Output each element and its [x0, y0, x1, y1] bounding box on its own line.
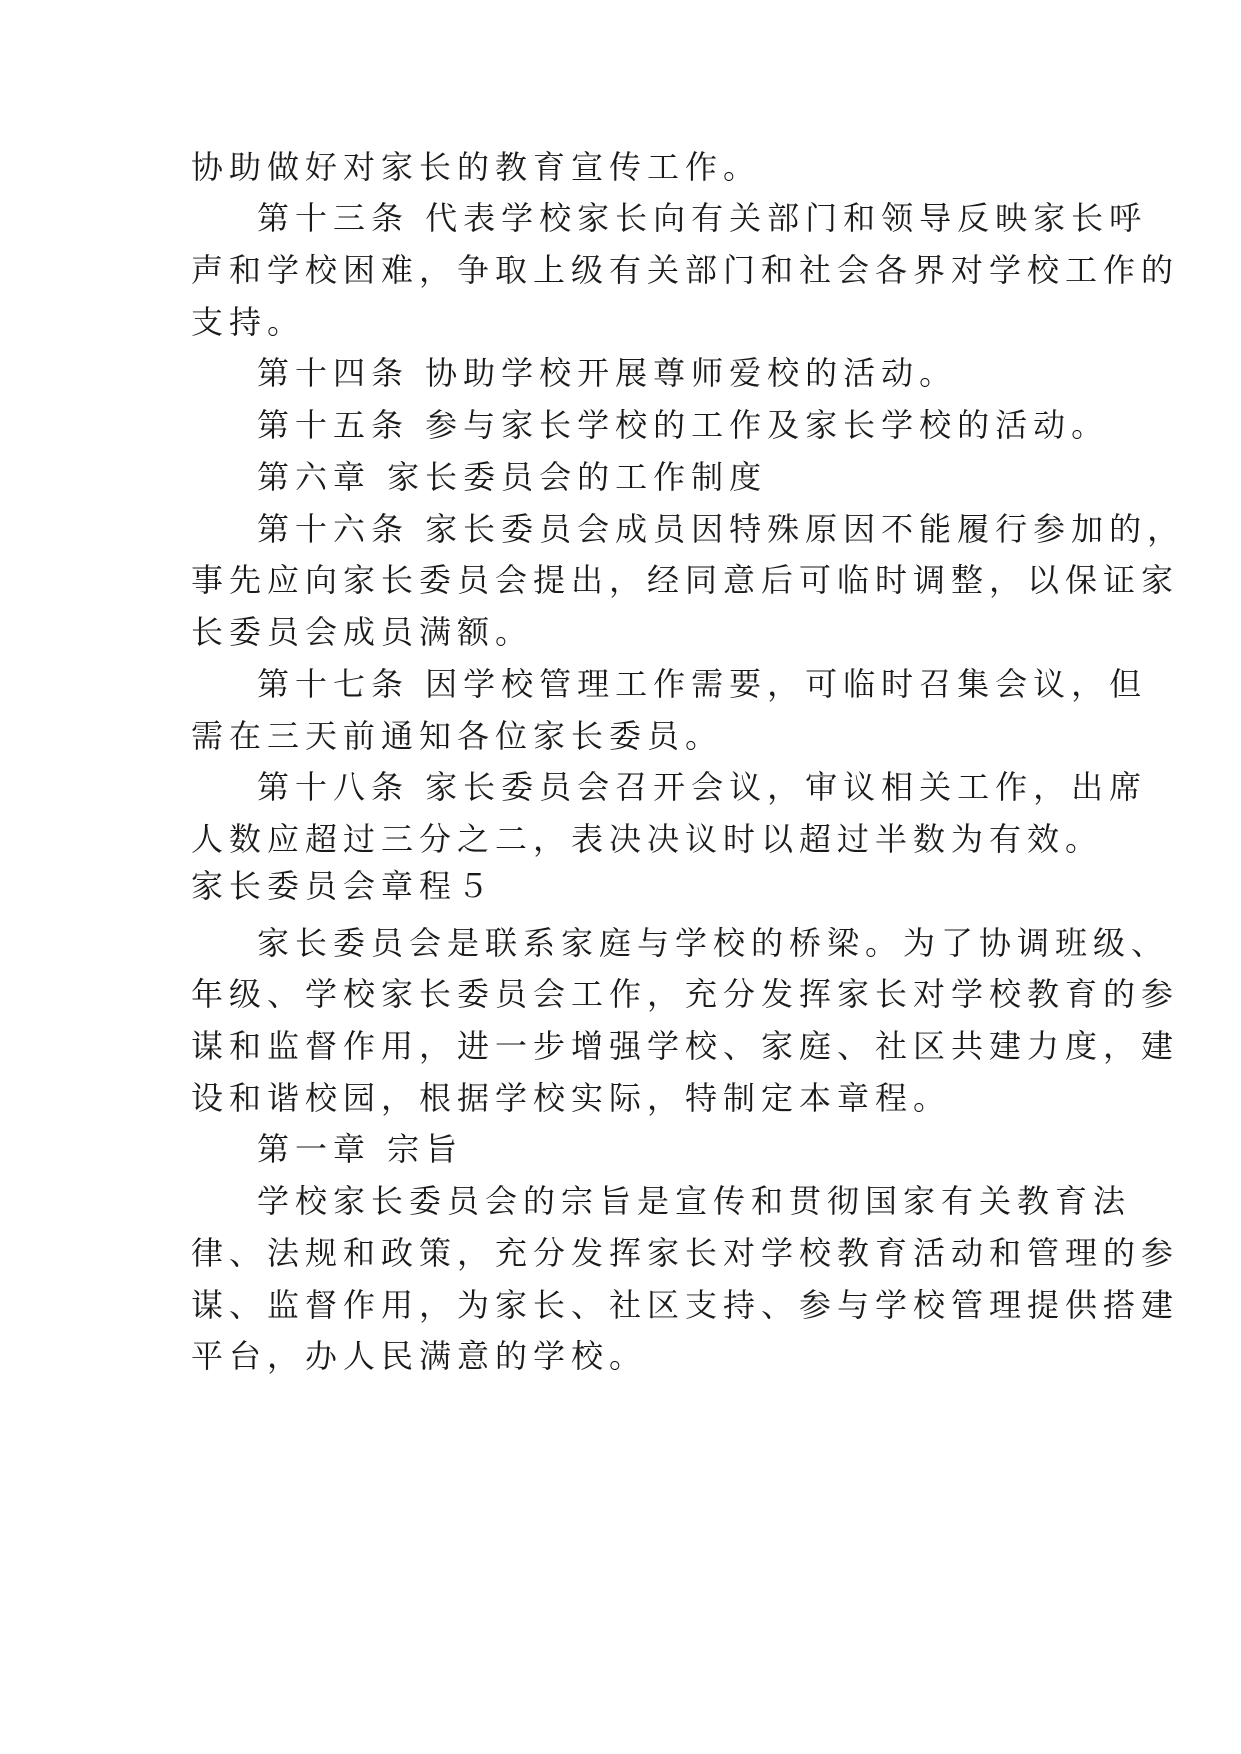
text-line: 谋、监督作用，为家长、社区支持、参与学校管理提供搭建: [191, 1286, 1180, 1324]
text-line: 平台，办人民满意的学校。: [191, 1337, 648, 1375]
text-line: 需在三天前通知各位家长委员。: [191, 717, 724, 755]
text-line: 人数应超过三分之二，表决决议时以超过半数为有效。: [191, 820, 1104, 858]
article-13-line: 第十三条 代表学校家长向有关部门和领导反映家长呼: [257, 199, 1148, 237]
intro-line: 家长委员会是联系家庭与学校的桥梁。为了协调班级、: [257, 924, 1170, 962]
article-17-line: 第十七条 因学校管理工作需要，可临时召集会议，但: [257, 665, 1148, 703]
text-line: 事先应向家长委员会提出，经同意后可临时调整，以保证家: [191, 561, 1180, 599]
purpose-line: 学校家长委员会的宗旨是宣传和贯彻国家有关教育法: [257, 1182, 1132, 1220]
text-line: 支持。: [191, 303, 306, 341]
text-line: 长委员会成员满额。: [191, 613, 534, 651]
article-14-line: 第十四条 协助学校开展尊师爱校的活动。: [257, 354, 958, 392]
article-16-line: 第十六条 家长委员会成员因特殊原因不能履行参加的，: [257, 510, 1186, 548]
article-15-line: 第十五条 参与家长学校的工作及家长学校的活动。: [257, 406, 1110, 444]
chapter-6-heading: 第六章 家长委员会的工作制度: [257, 458, 768, 496]
text-line: 协助做好对家长的教育宣传工作。: [191, 148, 762, 186]
text-line: 律、法规和政策，充分发挥家长对学校教育活动和管理的参: [191, 1234, 1180, 1272]
article-18-line: 第十八条 家长委员会召开会议，审议相关工作，出席: [257, 768, 1148, 806]
text-line: 年级、学校家长委员会工作，充分发挥家长对学校教育的参: [191, 975, 1180, 1013]
chapter-1-heading: 第一章 宗旨: [257, 1130, 464, 1168]
text-line: 声和学校困难，争取上级有关部门和社会各界对学校工作的: [191, 251, 1180, 289]
text-line: 设和谐校园，根据学校实际，特制定本章程。: [191, 1079, 952, 1117]
text-line: 谋和监督作用，进一步增强学校、家庭、社区共建力度，建: [191, 1027, 1180, 1065]
section-title: 家长委员会章程５: [191, 867, 496, 905]
